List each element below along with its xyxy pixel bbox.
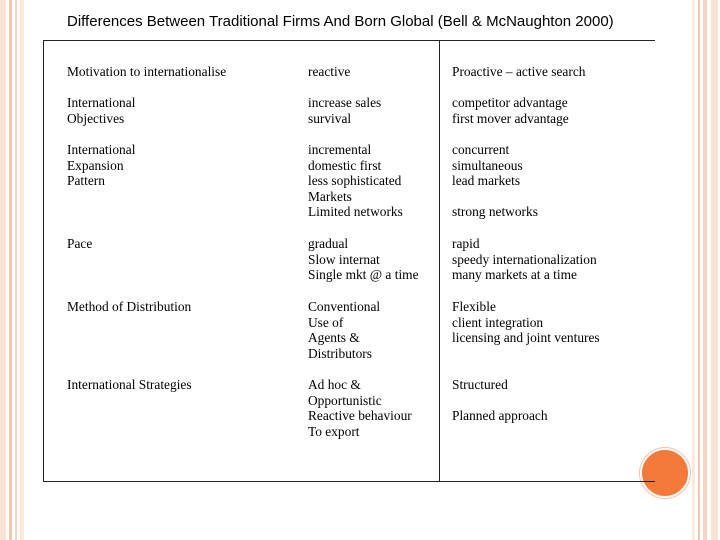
row-label-pace: Pace <box>67 236 93 251</box>
row-label-objectives: International Objectives <box>67 95 136 126</box>
row-label-motivation: Motivation to internationalise <box>67 64 227 79</box>
traditional-strategies: Ad hoc & Opportunistic Reactive behaviour To export <box>308 377 412 439</box>
born-global-expansion-pattern: concurrent simultaneous lead markets strong networks <box>452 142 538 220</box>
born-global-strategies: Structured Planned approach <box>452 377 548 424</box>
row-label-expansion-pattern: International Expansion Pattern <box>67 142 136 189</box>
born-global-pace: rapid speedy internationalization many markets at a time <box>452 236 597 283</box>
row-label-distribution: Method of Distribution <box>67 299 192 314</box>
page-title: Differences Between Traditional Firms And Born Global (Bell & McNaughton 2000) <box>67 13 614 30</box>
traditional-distribution: Conventional Use of Agents & Distributors <box>308 299 381 361</box>
table-bottom-rule <box>43 481 655 482</box>
traditional-objectives: increase sales survival <box>308 95 382 126</box>
left-decorative-border <box>0 0 28 540</box>
born-global-motivation: Proactive – active search <box>452 64 586 79</box>
accent-circle-decoration <box>640 448 690 498</box>
table-left-rule <box>43 40 44 481</box>
table-top-rule <box>43 40 655 41</box>
traditional-pace: gradual Slow internat Single mkt @ a time <box>308 236 419 283</box>
table-column-divider <box>439 40 440 481</box>
born-global-objectives: competitor advantage first mover advantage <box>452 95 569 126</box>
row-label-strategies: International Strategies <box>67 377 192 392</box>
born-global-distribution: Flexible client integration licensing and joint ventures <box>452 299 600 346</box>
traditional-motivation: reactive <box>308 64 351 79</box>
traditional-expansion-pattern: incremental domestic first less sophisticated Markets Limited networks <box>308 142 403 220</box>
right-decorative-border <box>690 0 720 540</box>
